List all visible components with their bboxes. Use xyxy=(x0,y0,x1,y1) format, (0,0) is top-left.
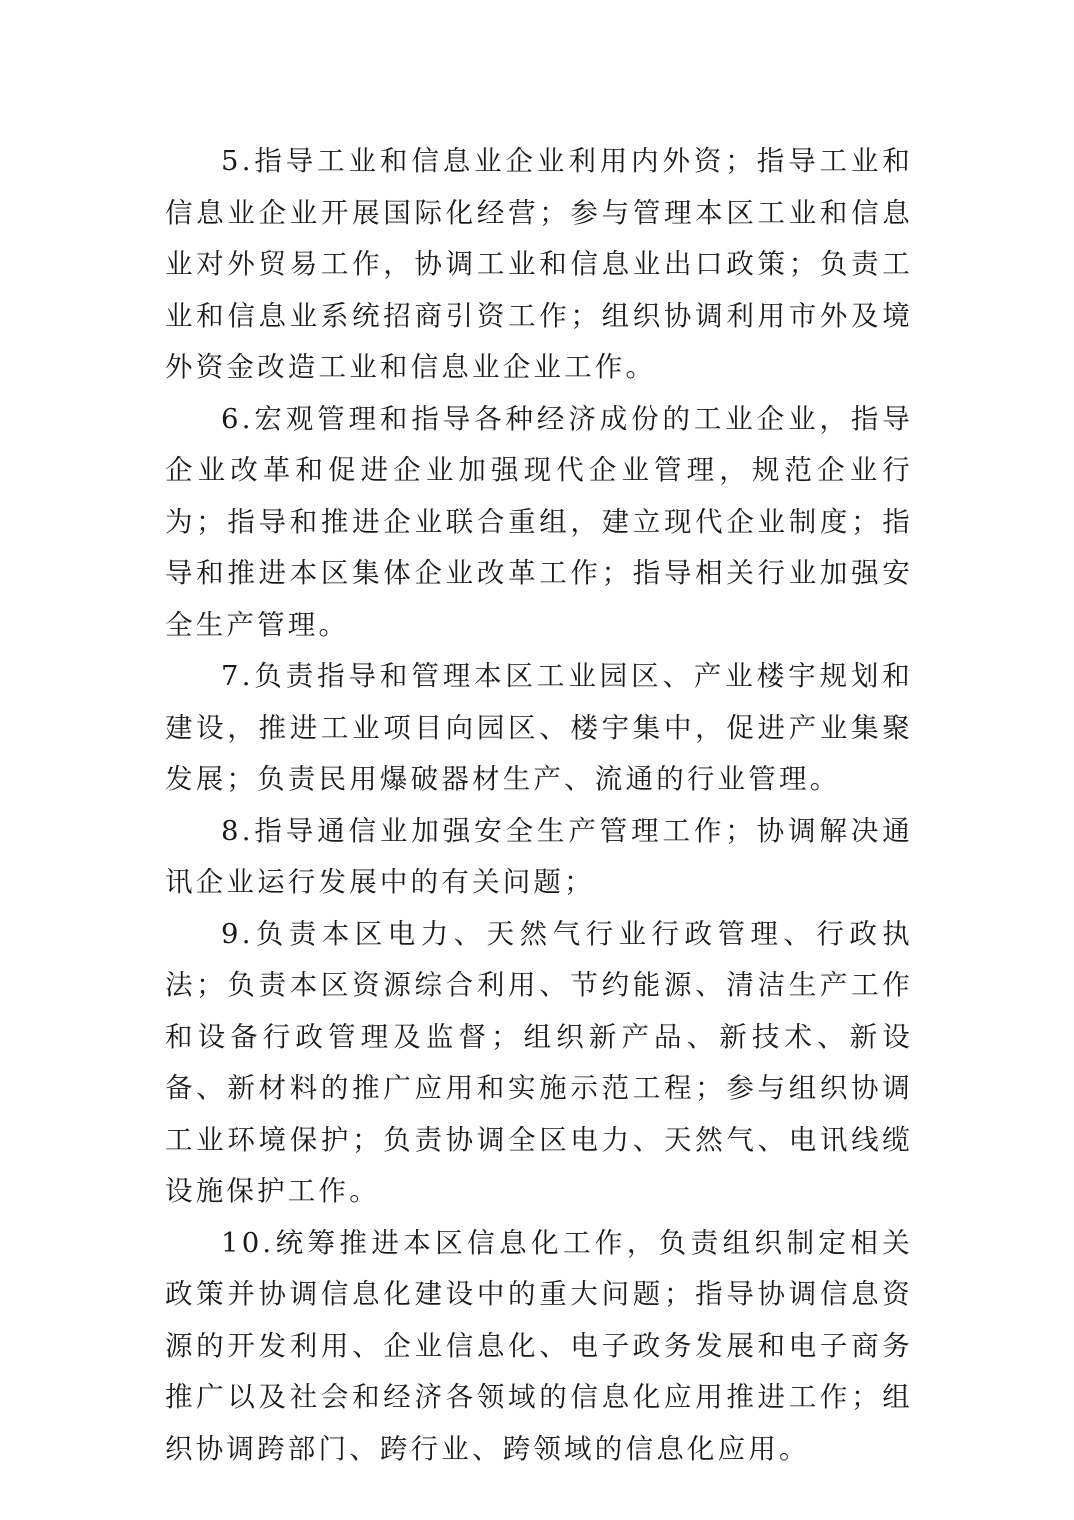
paragraph-item-10: 10.统筹推进本区信息化工作，负责组织制定相关政策并协调信息化建设中的重大问题；指导协调信息资源的开发利用、企业信息化、电子政务发展和电子商务推广以及社会和经济各领域的信息化应用推进工作；组织协调跨部门、跨行业、跨领域的信息化应用。 xyxy=(165,1226,913,1465)
paragraph-item-5: 5.指导工业和信息业企业利用内外资；指导工业和信息业企业开展国际化经营；参与管理本区工业和信息业对外贸易工作，协调工业和信息业出口政策；负责工业和信息业系统招商引资工作；组织协调利用市外及境外资金改造工业和信息业企业工作。 xyxy=(165,145,913,383)
document-body xyxy=(165,136,913,1475)
paragraph-item-9: 9.负责本区电力、天然气行业行政管理、行政执法；负责本区资源综合利用、节约能源、清洁生产工作和设备行政管理及监督；组织新产品、新技术、新设备、新材料的推广应用和实施示范工程；参与组织协调工业环境保护；负责协调全区电力、天然气、电讯线缆设施保护工作。 xyxy=(165,917,913,1207)
paragraph-item-6: 6.宏观管理和指导各种经济成份的工业企业，指导企业改革和促进企业加强现代企业管理，规范企业行为；指导和推进企业联合重组，建立现代企业制度；指导和推进本区集体企业改革工作；指导相关行业加强安全生产管理。 xyxy=(165,402,913,641)
paragraph-item-7: 7.负责指导和管理本区工业园区、产业楼宇规划和建设，推进工业项目向园区、楼宇集中，促进产业集聚发展；负责民用爆破器材生产、流通的行业管理。 xyxy=(165,660,913,795)
paragraph-item-8: 8.指导通信业加强安全生产管理工作；协调解决通讯企业运行发展中的有关问题； xyxy=(165,814,913,898)
